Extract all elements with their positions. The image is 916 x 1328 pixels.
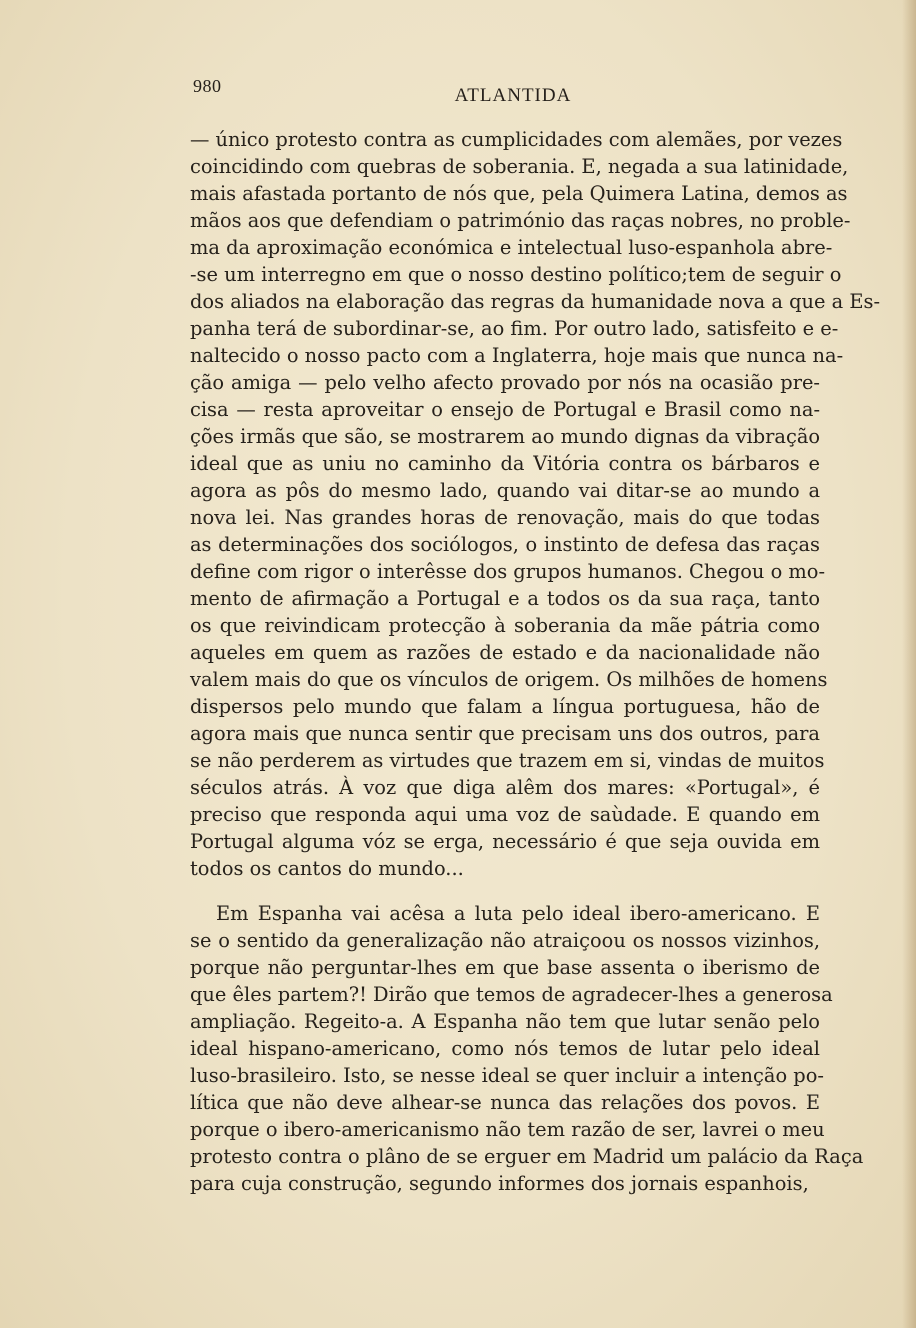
text-line: nova lei. Nas grandes horas de renovação, mais do que todas <box>190 506 820 529</box>
text-line: porque o ibero-americanismo não tem razão de ser, lavrei o meu <box>190 1118 825 1141</box>
text-line: naltecido o nosso pacto com a Inglaterra, hoje mais que nunca na- <box>190 344 844 367</box>
text-line: cisa — resta aproveitar o ensejo de Portugal e Brasil como na- <box>190 398 820 421</box>
text-line: agora as pôs do mesmo lado, quando vai ditar-se ao mundo a <box>190 479 820 502</box>
text-line: aqueles em quem as razões de estado e da nacionalidade não <box>190 641 820 664</box>
text-line: dos aliados na elaboração das regras da humanidade nova a que a Es- <box>190 290 881 313</box>
text-line: protesto contra o plâno de se erguer em Madrid um palácio da Raça <box>190 1145 864 1168</box>
text-line: mãos aos que defendiam o património das raças nobres, no proble- <box>190 209 851 232</box>
text-line: se o sentido da generalização não atraiçoou os nossos vizinhos, <box>190 929 820 952</box>
text-line: -se um interregno em que o nosso destino político;tem de seguir o <box>190 263 842 286</box>
paragraph-2 <box>190 900 864 1197</box>
text-line: ideal que as uniu no caminho da Vitória contra os bárbaros e <box>190 452 820 475</box>
text-line: luso-brasileiro. Isto, se nesse ideal se quer incluir a intenção po- <box>190 1064 824 1087</box>
text-line: porque não perguntar-lhes em que base assenta o iberismo de <box>190 956 820 979</box>
text-line: agora mais que nunca sentir que precisam uns dos outros, para <box>190 722 820 745</box>
text-line: mais afastada portanto de nós que, pela Quimera Latina, demos as <box>190 182 848 205</box>
text-line: todos os cantos do mundo... <box>190 857 464 880</box>
text-line: coincidindo com quebras de soberania. E, negada a sua latinidade, <box>190 155 849 178</box>
text-line: dispersos pelo mundo que falam a língua portuguesa, hão de <box>190 695 820 718</box>
paragraph-1 <box>190 126 881 882</box>
page-edge-shadow <box>902 0 916 1328</box>
text-line: mento de afirmação a Portugal e a todos os da sua raça, tanto <box>190 587 820 610</box>
text-line: ma da aproximação económica e intelectual luso-espanhola abre- <box>190 236 833 259</box>
text-line: ampliação. Regeito-a. A Espanha não tem que lutar senão pelo <box>190 1010 820 1033</box>
text-line: Em Espanha vai acêsa a luta pelo ideal ibero-americano. E <box>216 902 820 925</box>
text-line: para cuja construção, segundo informes dos jornais espanhois, <box>190 1172 809 1195</box>
text-line: preciso que responda aqui uma voz de saùdade. E quando em <box>190 803 820 826</box>
text-line: que êles partem?! Dirão que temos de agradecer-lhes a generosa <box>190 983 833 1006</box>
text-line: ções irmãs que são, se mostrarem ao mundo dignas da vibração <box>190 425 821 448</box>
text-line: Portugal alguma vóz se erga, necessário é que seja ouvida em <box>190 830 820 853</box>
page-number: 980 <box>193 76 222 96</box>
text-line: valem mais do que os vínculos de origem. Os milhões de homens <box>190 668 828 691</box>
text-line: lítica que não deve alhear-se nunca das relações dos povos. E <box>190 1091 820 1114</box>
text-line: os que reivindicam protecção à soberania da mãe pátria como <box>190 614 820 637</box>
text-line: as determinações dos sociólogos, o instinto de defesa das raças <box>190 533 820 556</box>
text-line: — único protesto contra as cumplicidades com alemães, por vezes <box>190 128 843 151</box>
running-title: ATLANTIDA <box>454 85 572 106</box>
text-line: define com rigor o interêsse dos grupos humanos. Chegou o mo- <box>190 560 826 583</box>
text-line: panha terá de subordinar-se, ao fim. Por outro lado, satisfeito e e- <box>190 317 839 340</box>
text-line: séculos atrás. À voz que diga alêm dos mares: «Portugal», é <box>190 776 820 799</box>
text-line: ideal hispano-americano, como nós temos de lutar pelo ideal <box>190 1037 820 1060</box>
text-line: ção amiga — pelo velho afecto provado por nós na ocasião pre- <box>190 371 820 394</box>
text-line: se não perderem as virtudes que trazem em si, vindas de muitos <box>190 749 825 772</box>
